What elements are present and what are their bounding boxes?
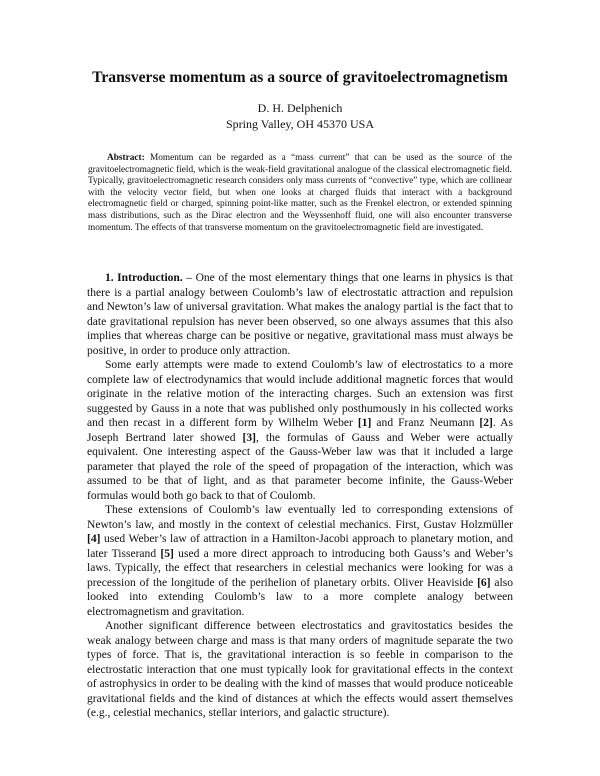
- citation-3: [3]: [242, 431, 256, 444]
- paragraph-2-text-b: and Franz Neumann: [371, 417, 480, 429]
- citation-6: [6]: [477, 576, 491, 589]
- paper-title: Transverse momentum as a source of gravitoelectromagnetism: [92, 69, 508, 86]
- paragraph-4: Another significant difference between electrostatics and gravitostatics besides the weak analogy between charge and mass is that many orders of magnitude separate the two types of force. That is, the gravitational interaction is so feeble in comparison to the electrostatic interaction that one must typically look for gravitational effects in the context of astrophysics in order to be dealing with the kind of masses that would produce noticeable gravitational fields and the kind of distances at which the effects would assert themselves (e.g., celestial mechanics, stellar interiors, and galactic structure).: [87, 620, 513, 719]
- citation-5: [5]: [160, 547, 174, 560]
- abstract-text: Momentum can be regarded as a “mass current” that can be used as the source of the gravitoelectromagnetic field, which is the weak-field gravitational analogue of the classical electromagnetic field. Typically, gravitoelectromagnetic research considers only mass currents of “convective” type, which are collinear with the velocity vector field, but when one looks at charged fluids that interact with a background electromagnetic field or charged, spinning point-like matter, such as the Frenkel electron, or extended spinning mass distributions, such as the Dirac electron and the Weyssenhoff fluid, one will also encounter transverse momentum. The effects of that transverse momentum on the gravitoelectromagnetic field are investigated.: [88, 153, 512, 233]
- paragraph-2: [87, 358, 513, 503]
- paragraph-2-text-d: , the formulas of Gauss and Weber were actually equivalent. One interesting aspect of the Gauss-Weber law was that it included a large parameter that played the role of the speed of propagation of the interaction, which was assumed to be that of light, and as that parameter become infinite, the Gauss-Weber formulas would both go back to that of Coulomb.: [87, 431, 513, 502]
- paragraph-1: [87, 271, 513, 358]
- body-text: [87, 271, 513, 721]
- author-block: [60, 100, 540, 132]
- citation-1: [1]: [357, 417, 372, 429]
- abstract: [88, 153, 512, 234]
- paragraph-1-text: – One of the most elementary things that one learns in physics is that there is a partial analogy between Coulomb’s law of electrostatic attraction and repulsion and Newton’s law of universal gravitation. What makes the analogy partial is the fact that to date gravitational repulsion has never been observed, so one always assumes that this also implies that whereas charge can be positive or negative, gravitational mass must always be positive, in order to produce only attraction.: [87, 272, 513, 357]
- paragraph-3-text-c: used a more direct approach to introducing both Gauss’s and Weber’s laws. Typically, the effect that researchers in celestial mechanics were looking for was a precession of the longitude of the perihelion of planetary orbits. Oliver Heaviside: [87, 547, 513, 589]
- abstract-label: Abstract:: [107, 153, 145, 163]
- paragraph-3-text-b: used Weber’s law of attraction in a Hamilton-Jacobi approach to planetary motion, and later Tisserand: [87, 533, 513, 560]
- paragraph-2-text-a: Some early attempts were made to extend Coulomb’s law of electrostatics to a more complete law of electrodynamics that would include additional magnetic forces that would originate in the relative motion of the interacting charges. Such an extension was first suggested by Gauss in a note that was published only posthumously in his collected works and then recast in a different form by Wilhelm Weber: [87, 359, 513, 429]
- paragraph-3: [87, 503, 513, 619]
- paragraph-2-text-c: . As Joseph Bertrand later showed: [87, 417, 513, 444]
- paragraph-3-text-a: These extensions of Coulomb’s law eventually led to corresponding extensions of Newton’s law, and mostly in the context of celestial mechanics. First, Gustav Holzmüller: [87, 504, 513, 531]
- paragraph-3-text-d: also looked into extending Coulomb’s law to a more complete analogy between electromagnetism and gravitation.: [87, 576, 513, 618]
- author-name: D. H. Delphenich: [257, 101, 343, 115]
- author-affiliation: Spring Valley, OH 45370 USA: [225, 117, 374, 131]
- section-heading: 1. Introduction.: [105, 272, 183, 284]
- citation-2: [2]: [479, 417, 493, 429]
- citation-4: [4]: [87, 533, 101, 545]
